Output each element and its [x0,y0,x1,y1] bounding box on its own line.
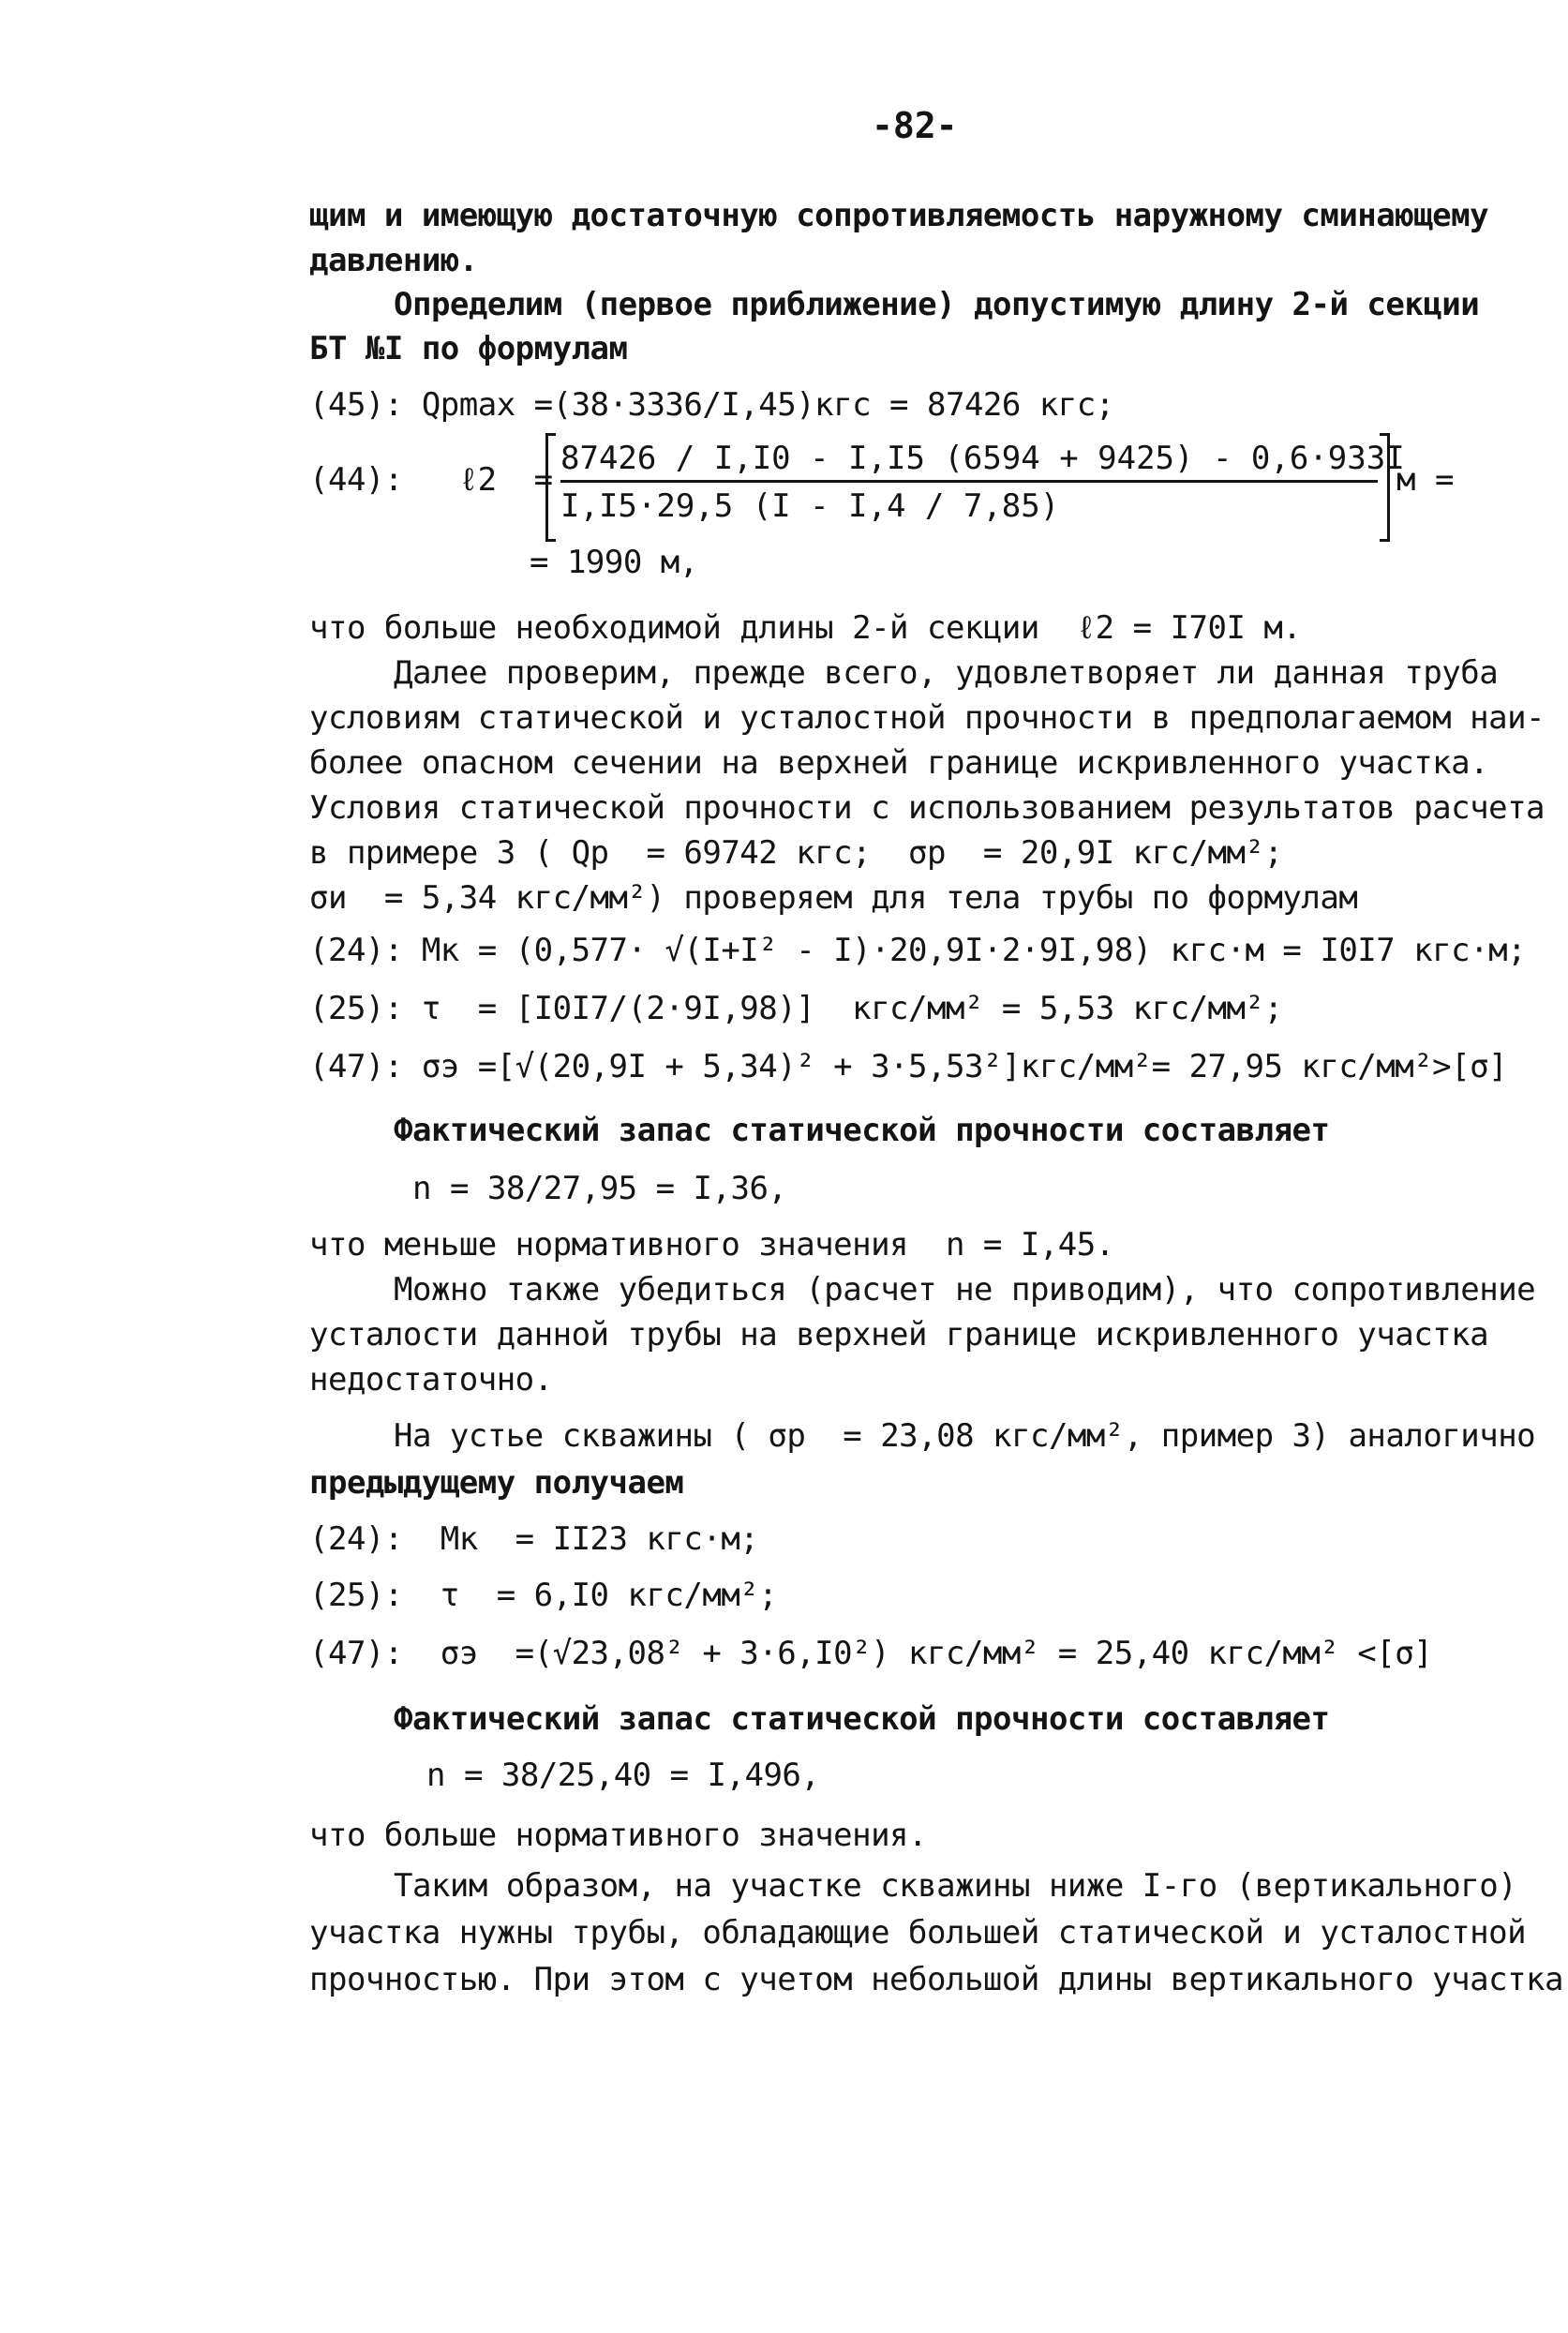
left-bracket [545,433,556,542]
formula-n: n = 38/27,95 = I,36, [412,1170,787,1207]
text-line: предыдущему получаем [309,1464,684,1502]
text-line: более опасном сечении на верхней границе искривленного участка. [309,744,1489,782]
text-line: Фактический запас статической прочности составляет [394,1700,1330,1738]
text-line: что больше нормативного значения. [309,1817,928,1854]
formula-24: (24): Mк = (0,577· √(I+I² - I)·20,9I·2·9I,98) кгс·м = I0I7 кгс·м; [309,932,1527,969]
right-bracket [1380,433,1390,542]
text-line: Определим (первое приближение) допустимую длину 2-й секции [394,286,1480,323]
text-line: что больше необходимой длины 2-й секции ℓ2 = I70I м. [309,609,1302,647]
text-line: щим и имеющую достаточную сопротивляемость наружному сминающему [309,197,1489,234]
text-line: σи = 5,34 кгс/мм²) проверяем для тела трубы по формулам [309,879,1358,917]
formula-47: (47): σэ =[√(20,9I + 5,34)² + 3·5,53²]кгс/мм²= 27,95 кгс/мм²>[σ] [309,1048,1508,1085]
text-line: условиям статической и усталостной прочности в предполагаемом наи- [309,699,1546,737]
formula-44-label: (44): ℓ2 = [309,461,553,499]
text-line: что меньше нормативного значения n = I,45. [309,1226,1114,1264]
page-number: -82- [872,105,958,146]
formula-24b: (24): Mк = II23 кгс·м; [309,1520,759,1558]
formula-44-unit: м = [1396,461,1455,499]
formula-n-b: n = 38/25,40 = I,496, [426,1757,820,1794]
text-line: усталости данной трубы на верхней границе искривленного участка [309,1316,1489,1353]
text-line: давлению. [309,242,478,279]
text-line: На устье скважины ( σp = 23,08 кгс/мм², пример 3) аналогично [394,1417,1536,1455]
text-line: БТ №I по формулам [309,330,628,367]
text-line: Можно также убедиться (расчет не приводим), что сопротивление [394,1271,1536,1309]
formula-44-result: = 1990 м, [530,544,698,581]
formula-45: (45): Qpmax =(38·3336/I,45)кгс = 87426 кгс; [309,386,1114,424]
text-line: Таким образом, на участке скважины ниже I-го (вертикального) [394,1867,1517,1905]
text-line: Далее проверим, прежде всего, удовлетворяет ли данная труба [394,654,1499,692]
text-line: Условия статической прочности с использованием результатов расчета [309,789,1546,827]
text-line: участка нужны трубы, обладающие большей статической и усталостной [309,1914,1527,1952]
text-line: в примере 3 ( Qp = 69742 кгс; σp = 20,9I кгс/мм²; [309,834,1283,872]
text-line: недостаточно. [309,1361,553,1398]
fraction-bar [560,480,1378,483]
text-line: Фактический запас статической прочности составляет [394,1112,1330,1149]
formula-25b: (25): τ = 6,I0 кгс/мм²; [309,1577,778,1614]
text-line: прочностью. При этом с учетом небольшой длины вертикального участка [309,1961,1563,1998]
formula-47b: (47): σэ =(√23,08² + 3·6,I0²) кгс/мм² = 25,40 кгс/мм² <[σ] [309,1635,1433,1672]
formula-25: (25): τ = [I0I7/(2·9I,98)] кгс/мм² = 5,53 кгс/мм²; [309,990,1283,1027]
formula-44-denominator: I,I5·29,5 (I - I,4 / 7,85) [560,487,1060,525]
formula-44-numerator: 87426 / I,I0 - I,I5 (6594 + 9425) - 0,6·933I [560,440,1405,477]
